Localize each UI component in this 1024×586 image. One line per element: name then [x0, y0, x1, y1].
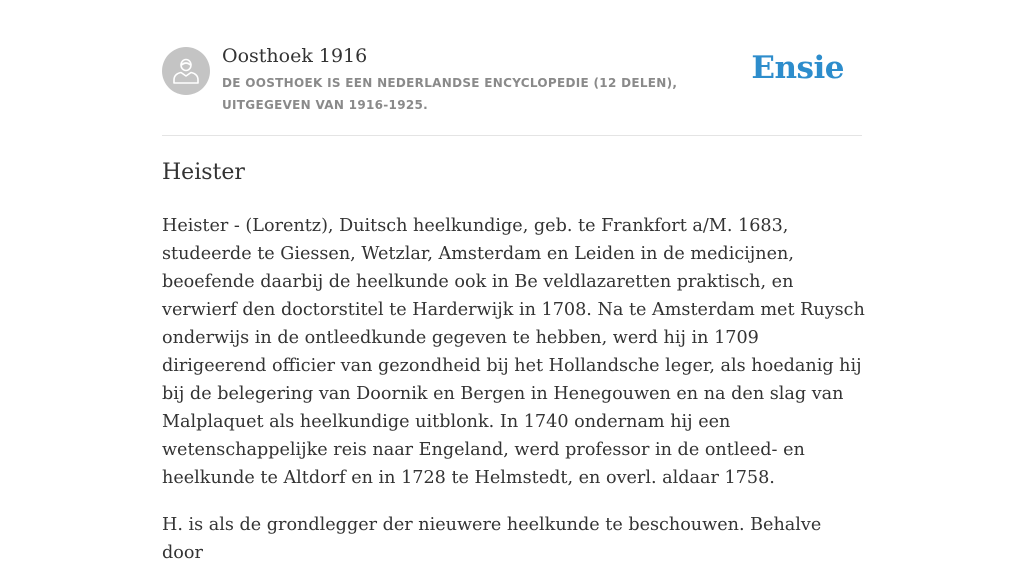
entry-paragraph: H. is als de grondlegger der nieuwere heelkunde te beschouwen. Behalve door: [162, 515, 822, 563]
entry-title: Heister: [162, 160, 245, 185]
entry-body: [162, 212, 866, 586]
source-title[interactable]: Oosthoek 1916: [222, 45, 368, 67]
entry-paragraph: Heister - (Lorentz), Duitsch heelkundige, geb. te Frankfort a/M. 1683, studeerde te Giessen, Wetzlar, Amsterdam en Leiden in de medicijnen, beoefende daarbij de heelkunde ook in Be veldlazaretten praktisch, en verwierf den doctorstitel te Harderwijk in 1708. Na te Amsterdam met Ruysch onderwijs in de ontleedkunde gegeven te hebben, werd hij in 1709 dirigeerend officier van gezondheid bij het Hollandsche leger, als hoedanig hij bij de belegering van Doornik en Bergen in Henegouwen en na den slag van Malplaquet als heelkundige uitblonk. In 1740 ondernam hij een wetenschappelijke reis naar Engeland, werd professor in de ontleed- en heelkunde te Altdorf en in 1728 te Helmstedt, en overl. aldaar 1758.: [162, 216, 865, 488]
user-silhouette-icon: [162, 47, 210, 95]
ensie-logo[interactable]: Ensie: [751, 50, 844, 86]
source-avatar[interactable]: [162, 47, 210, 95]
source-header: [162, 0, 862, 136]
source-description: DE OOSTHOEK IS EEN NEDERLANDSE ENCYCLOPEDIE (12 DELEN), UITGEGEVEN VAN 1916-1925.: [222, 76, 678, 112]
